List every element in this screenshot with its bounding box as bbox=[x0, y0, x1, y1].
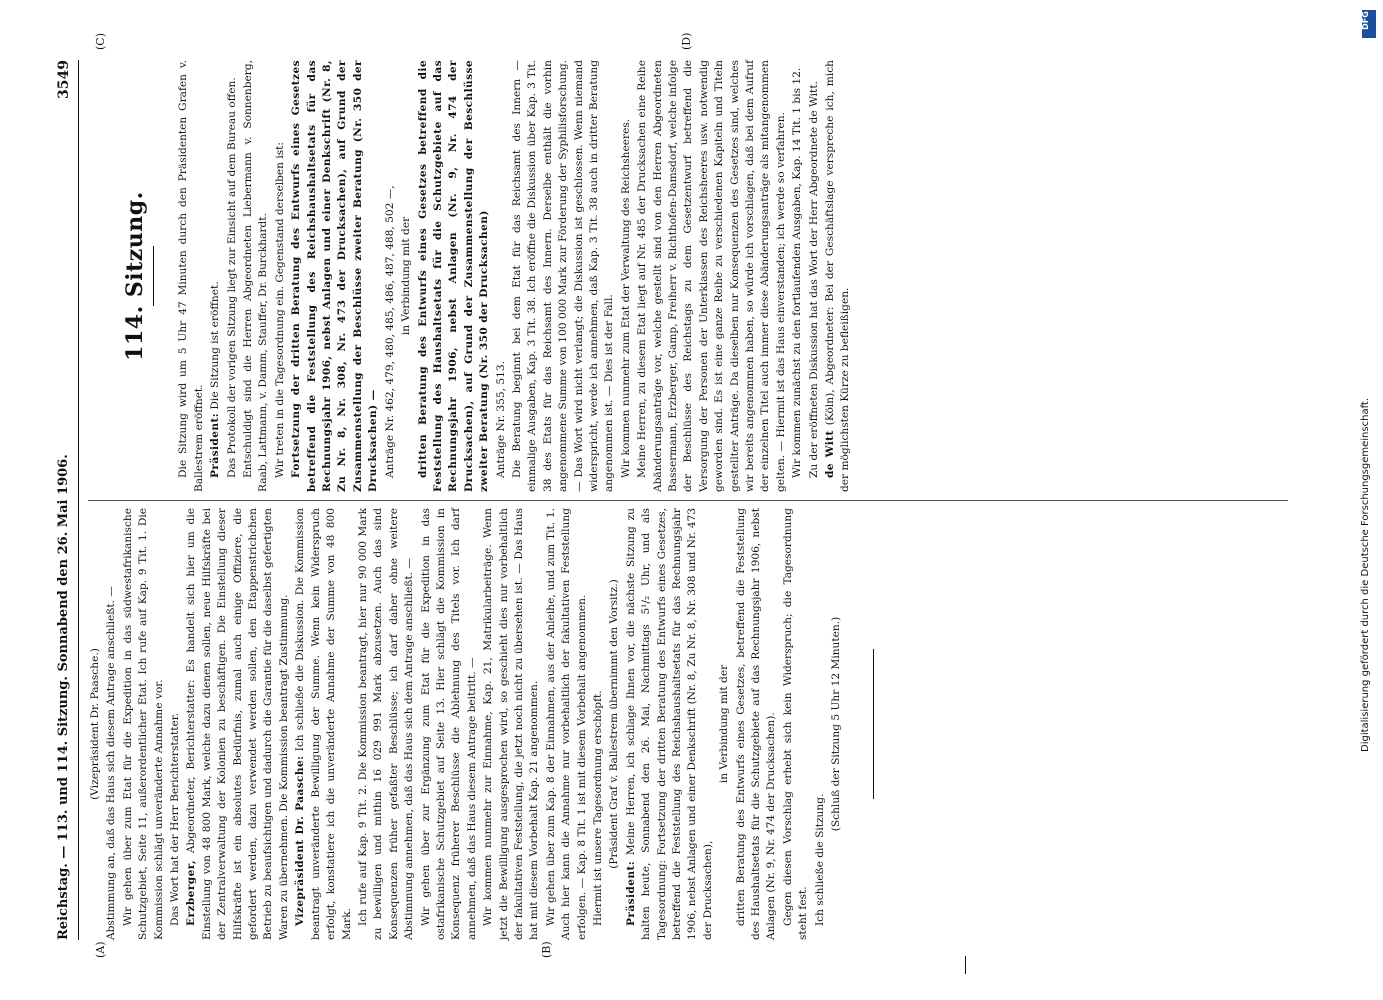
page-number: 3549 bbox=[56, 60, 72, 99]
paragraph: Das Wort hat der Herr Berichterstatter. bbox=[169, 712, 182, 926]
paragraph: Anträge Nr. 462, 479, 480, 485, 486, 487, 488, 502 —, bbox=[383, 185, 396, 478]
margin-mark-b: (B) bbox=[540, 941, 553, 958]
column-divider bbox=[88, 500, 1288, 501]
paragraph: Wir kommen zunächst zu den fortlaufenden Ausgaben, Kap. 14 Tit. 1 bis 12. bbox=[791, 67, 804, 478]
paragraph: Hiermit ist unsere Tagesordnung erschöpft. bbox=[592, 690, 604, 926]
paragraph: Wir treten in die Tagesordnung ein. Gegenstand derselben ist: bbox=[273, 141, 286, 478]
session-heading: 114. Sitzung. bbox=[122, 191, 148, 361]
end-rule bbox=[873, 649, 874, 799]
heading-rule bbox=[153, 246, 154, 306]
paragraph: Ich schließe die Sitzung. bbox=[813, 793, 826, 926]
speech-text: Ich schließe die Diskussion. Die Kommission beantragt unveränderte Bewilligung der Summe. Wenn kein Widerspruch erfolgt, konstatiere ich die unveränderte Annahme der Summe von 48 800 Mark. bbox=[294, 508, 353, 940]
agenda-item: Fortsetzung der dritten Beratung des Entwurfs eines Gesetzes betreffend die Feststellung des Reichshaushaltsetats für das Rechnungsjahr 1906, nebst Anlagen und einer Denkschrift (Nr. 8, Zu Nr. 8, Nr. 308, Nr. 473 der Drucksachen), auf Grund der Zusammenstellung der Beschlüsse zweiter Beratung (Nr. 350 der Drucksachen) — bbox=[290, 60, 380, 492]
paragraph: dritten Beratung des Entwurfs eines Gesetzes, betreffend die Feststellung des Haushaltsetats für die Schutzgebiete auf das Rechnungsjahr 1906, nebst Anlagen (Nr. 9, Nr. 474 der Drucksachen). bbox=[734, 508, 778, 940]
paragraph: Die Sitzung wird um 5 Uhr 47 Minuten durch den Präsidenten Grafen v. Ballestrem eröffnet. bbox=[177, 60, 205, 492]
agenda-item: dritten Beratung des Entwurfs eines Gesetzes betreffend die Feststellung des Haushaltsetats für die Schutzgebiete auf das Rechnungsjahr 1906, nebst Anlagen (Nr. 9, Nr. 474 der Drucksachen), auf Grund der Zusammenstellung der Beschlüsse zweiter Beratung (Nr. 350 der Drucksachen) bbox=[416, 60, 491, 492]
paragraph: in Verbindung mit der bbox=[400, 216, 413, 336]
speech-text: Die Sitzung ist eröffnet. bbox=[209, 281, 222, 410]
speech-paragraph bbox=[293, 508, 355, 940]
running-head-title: Reichstag. — 113. und 114. Sitzung. Sonnabend den 26. Mai 1906. bbox=[56, 454, 71, 940]
paragraph: (Präsident Graf v. Ballestrem übernimmt den Vorsitz.) bbox=[608, 579, 621, 869]
speaker-name: Vizepräsident Dr. Paasche: bbox=[294, 755, 307, 926]
scan-credit-text: Digitalisierung gefördert durch die Deutsche Forschungsgemeinschaft. bbox=[1360, 397, 1371, 752]
margin-mark-a: (A) bbox=[94, 941, 107, 958]
closing-note: (Schluß der Sitzung 5 Uhr 12 Minuten.) bbox=[830, 616, 843, 832]
paragraph: Wir kommen nunmehr zur Einnahme, Kap. 21, Matrikularbeiträge. Wenn jetzt die Bewilligung ausgesprochen wird, so geschieht dies nur vorbehaltlich der fakultativen Feststellung, die jetzt noch nicht zu übersehen ist. — Das Haus hat mit diesem Vorbehalt Kap. 21 angenommen. bbox=[482, 508, 541, 940]
paragraph: Anträge Nr. 355, 513. bbox=[494, 361, 507, 478]
paragraph: Die Beratung beginnt bei dem Etat für das Reichsamt des Innern — einmalige Ausgaben, Kap. 3 Tit. 38. Ich eröffne die Diskussion über Kap. 3 Tit. 38 des Etats für das Reichsamt des Innern. Derselbe enthält die vorhin angenommene Summe von 100 000 Mark zur Förderung der Syphilisforschung. — Das Wort wird nicht verlangt; die Diskussion ist geschlossen. Wenn niemand widerspricht, werde ich annehmen, daß Kap. 3 Tit. 38 auch in dritter Beratung angenommen ist. — Dies ist der Fall. bbox=[510, 60, 616, 492]
scan-credit bbox=[1360, 12, 1378, 992]
speech-text: Abgeordneter, Berichterstatter: Es handelt sich hier um die Einstellung von 48 800 Mark, welche dazu dienen sollen, neue Hilfskräfte bei der Zentralverwaltung der Kolonien zu beschäftigen. Die Einstellung dieser Hilfskräfte ist ein absolutes Bedürfnis, zumal auch einige Offiziere, die gefordert werden, dazu verwendet werden sollen, den Etappenstrichchen Betrieb zu beaufsichtigen und dadurch die Garantie für die daselbst gefertigten Waren zu übernehmen. Die Kommission beantragt Zustimmung. bbox=[185, 508, 290, 940]
paragraph: Meine Herren, zu diesem Etat liegt auf Nr. 485 der Drucksachen eine Reihe Abänderungsanträge vor, welche gestellt sind von den Herren Abgeordneten Bassermann, Erzberger, Gamp, Freiherr v. Richthofen-Damsdorf, welche infolge der Beschlüsse des Reichstags zu dem Gesetzentwurf betreffend die Versorgung der Personen der Unterklassen des Reichsheeres usw. notwendig geworden sind. Es ist eine ganze Reihe zu verschiedenen Kapiteln und Titeln gestellter Anträge. Da dieselben nur Konsequenzen des Gesetzes sind, welches wir bereits angenommen haben, so würde ich vorschlagen, daß bei dem Aufruf der einzelnen Titel auch immer diese Abänderungsanträge als mitangenommen gelten. — Hiermit ist das Haus einverstanden; ich werde so verfahren. bbox=[636, 60, 787, 492]
speech-paragraph bbox=[208, 60, 223, 492]
paragraph: Wir gehen über zum Etat für die Expedition in das südwestafrikanische Schutzgebiet, Seite 11, außerordentlicher Etat. Ich rufe auf Kap. 9 Tit. 1. Die Kommission schlägt unveränderte Annahme vor. bbox=[121, 508, 165, 940]
paragraph: (Vizepräsident Dr. Paasche.) bbox=[89, 648, 101, 800]
paragraph: Gegen diesen Vorschlag erhebt sich kein Widerspruch; die Tagesordnung steht fest. bbox=[781, 508, 810, 940]
dfg-logo: DFG bbox=[1362, 10, 1376, 38]
running-head bbox=[48, 60, 79, 940]
paragraph: Zu der eröffneten Diskussion hat das Wort der Herr Abgeordnete de Witt. bbox=[807, 81, 820, 478]
speaker-name: de Witt bbox=[824, 430, 837, 478]
speaker-name: Erzberger, bbox=[185, 859, 198, 926]
right-column bbox=[88, 60, 855, 492]
speaker-name: Präsident: bbox=[209, 412, 222, 478]
speech-text: (Köln), Abgeordneter: Bei der Geschäftslage verspreche ich, mich der möglichsten Kürze zu befleißigen. bbox=[824, 60, 852, 492]
paragraph: Das Protokoll der vorigen Sitzung liegt zur Einsicht auf dem Bureau offen. bbox=[225, 77, 238, 478]
paragraph: Ich rufe auf Kap. 9 Tit. 2. Die Kommission beantragt, hier nur 90 000 Mark zu bewilligen und mithin 16 029 991 Mark abzusetzen. Auch das sind Konsequenzen früher gefaßter Beschlüsse; ich darf daher ohne weitere Abstimmung annehmen, daß das Haus sich dem Antrage anschließt. — bbox=[356, 508, 416, 940]
scan-edge-mark bbox=[965, 956, 966, 974]
speech-paragraph bbox=[624, 508, 716, 940]
paragraph: in Verbindung mit der bbox=[718, 664, 731, 784]
paragraph: Wir gehen über zur Ergänzung zum Etat für die Expedition in das ostafrikanische Schutzgebiet auf Seite 13. Hier schlägt die Kommission in Konsequenz früherer Beschlüsse die Ablehnung des Titels vor. Ich darf annehmen, daß das Haus diesem Antrage beitritt. — bbox=[419, 508, 478, 940]
margin-mark-d: (D) bbox=[680, 32, 693, 50]
left-column bbox=[88, 508, 874, 940]
speaker-name: Präsident: bbox=[624, 860, 637, 926]
speech-text: Meine Herren, ich schlage Ihnen vor, die nächste Sitzung zu halten heute, Sonnabend den 26. Mai, Nachmittags 5¹/₂ Uhr, und als Tagesordnung: Fortsetzung der dritten Beratung des Entwurfs eines Gesetzes, betreffend die Feststellung des Reichshaushaltsetats für das Rechnungsjahr 1906, nebst Anlagen und einer Denkschrift (Nr. 8, Zu Nr. 8, Nr. 308 und Nr. 473 der Drucksachen), bbox=[624, 508, 714, 940]
paragraph: Entschuldigt sind die Herren Abgeordneten Liebermann v. Sonnenberg, Raab, Lattmann, v. Damm, Stauffer, Dr. Burckhardt. bbox=[242, 60, 270, 492]
speech-paragraph bbox=[823, 60, 854, 492]
speech-paragraph bbox=[184, 508, 292, 940]
paragraph: Wir kommen nunmehr zum Etat der Verwaltung des Reichsheeres. bbox=[619, 118, 632, 478]
margin-mark-c: (C) bbox=[94, 33, 107, 50]
paragraph: Abstimmung an, daß das Haus sich diesem Antrage anschließt. — bbox=[105, 586, 118, 940]
paragraph: Wir gehen über zum Kap. 8 der Einnahmen, aus der Anleihe, und zum Tit. 1. Auch hier kann die Annahme nur vorbehaltlich der fakultativen Feststellung erfolgen. — Kap. 8 Tit. 1 ist mit diesem Vorbehalt angenommen. bbox=[544, 508, 588, 940]
